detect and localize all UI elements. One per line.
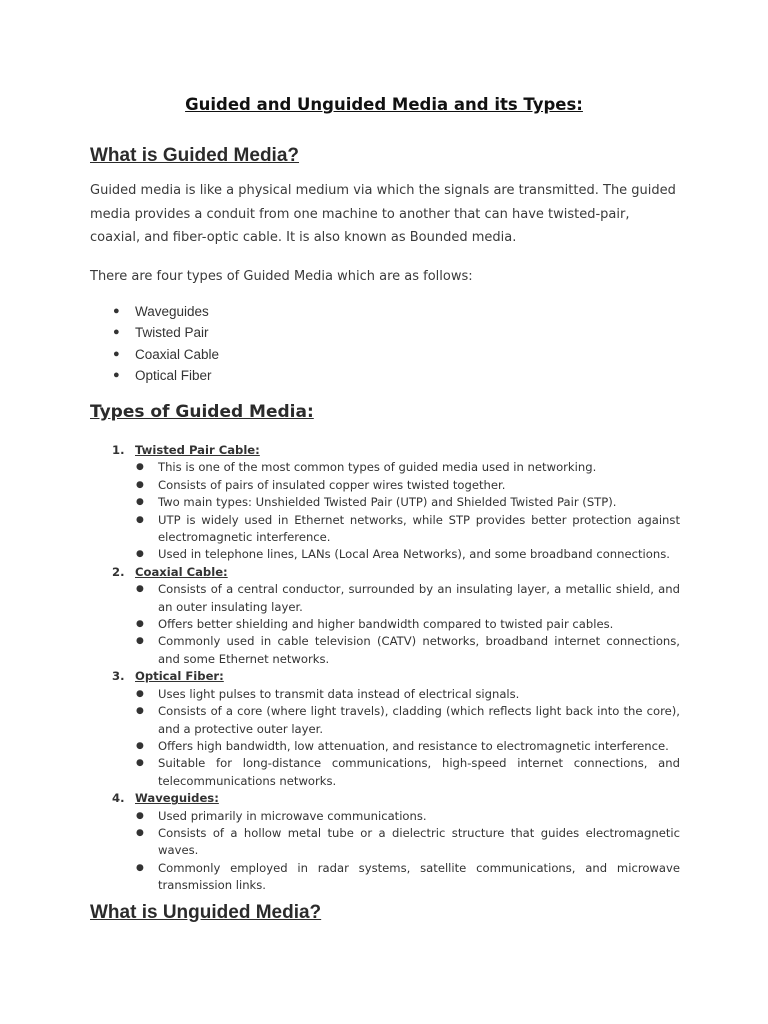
bullet-icon: ●	[136, 497, 144, 508]
bullet-icon: ●	[113, 347, 120, 360]
list-item	[90, 322, 219, 343]
guided-media-list	[90, 301, 219, 386]
list-item	[135, 616, 680, 633]
list-item	[90, 344, 219, 365]
type-number: 2.	[112, 564, 125, 579]
type-points	[135, 459, 680, 563]
type-number: 4.	[112, 791, 125, 806]
list-item	[135, 581, 680, 616]
bullet-icon: ●	[136, 862, 144, 873]
list-item-text: UTP is widely used in Ethernet networks, while STP provides better protection against electromagnetic interference.	[158, 512, 680, 545]
type-title: Coaxial Cable:	[135, 564, 228, 579]
list-item	[135, 512, 680, 547]
bullet-icon: ●	[136, 740, 144, 751]
heading-what-is-unguided-media: What is Unguided Media?	[90, 902, 322, 923]
type-number: 1.	[112, 443, 125, 457]
bullet-icon: ●	[136, 549, 144, 560]
bullet-icon: ●	[136, 619, 144, 630]
type-coaxial-cable	[90, 564, 680, 668]
bullet-icon: ●	[136, 706, 144, 717]
bullet-icon: ●	[113, 326, 120, 339]
list-item-text: Used primarily in microwave communications.	[158, 808, 427, 823]
list-item	[135, 755, 680, 790]
bullet-icon: ●	[136, 827, 144, 838]
list-item	[135, 703, 680, 738]
heading-what-is-guided-media: What is Guided Media?	[90, 145, 300, 166]
heading-types-of-guided-media: Types of Guided Media:	[90, 402, 314, 422]
list-item	[135, 825, 680, 860]
bullet-icon: ●	[136, 479, 144, 490]
bullet-icon: ●	[113, 305, 120, 317]
list-item	[135, 686, 680, 703]
list-item	[135, 860, 680, 895]
bullet-icon: ●	[113, 368, 120, 381]
bullet-icon: ●	[136, 514, 144, 525]
list-item-text: Consists of a hollow metal tube or a dielectric structure that guides electromagnetic waves.	[158, 825, 680, 858]
document-title: Guided and Unguided Media and its Types:	[185, 95, 583, 114]
guided-media-definition: Guided media is like a physical medium via which the signals are transmitted. The guided media provides a conduit from one machine to another that can have twisted-pair, coaxial, and fiber-optic cable. It is also known as Bounded media.	[90, 183, 676, 245]
list-item	[90, 365, 219, 386]
list-item-text: Two main types: Unshielded Twisted Pair (UTP) and Shielded Twisted Pair (STP).	[158, 495, 617, 510]
list-item	[135, 477, 680, 494]
list-item-label: Twisted Pair	[135, 325, 209, 341]
bullet-icon: ●	[136, 462, 144, 473]
list-item	[135, 738, 680, 755]
type-points	[135, 686, 680, 790]
list-item-text: This is one of the most common types of guided media used in networking.	[158, 460, 597, 475]
type-optical-fiber	[90, 668, 680, 790]
list-item	[135, 633, 680, 668]
list-item-label: Optical Fiber	[135, 367, 212, 383]
types-list	[90, 442, 680, 895]
type-twisted-pair	[90, 442, 680, 564]
type-title: Waveguides:	[135, 791, 219, 806]
list-item-text: Offers better shielding and higher bandwidth compared to twisted pair cables.	[158, 617, 614, 632]
list-item-label: Coaxial Cable	[135, 346, 220, 362]
type-points	[135, 808, 680, 895]
list-item	[90, 301, 219, 322]
list-item-text: Used in telephone lines, LANs (Local Area Networks), and some broadband connections.	[158, 547, 670, 562]
list-item-text: Consists of a central conductor, surrounded by an insulating layer, a metallic shield, and an outer insulating layer.	[158, 582, 680, 614]
bullet-icon: ●	[136, 636, 144, 647]
list-item-text: Consists of pairs of insulated copper wires twisted together.	[158, 477, 506, 492]
list-item-text: Consists of a core (where light travels), cladding (which reflects light back into the core), and a protective outer layer.	[158, 704, 680, 736]
list-item	[135, 808, 680, 825]
list-item	[135, 459, 680, 476]
type-title: Twisted Pair Cable:	[135, 443, 260, 457]
bullet-icon: ●	[136, 758, 144, 769]
list-item-text: Commonly employed in radar systems, satellite communications, and microwave transmission links.	[158, 860, 680, 893]
type-points	[135, 581, 680, 668]
type-number: 3.	[112, 669, 125, 684]
list-item-text: Suitable for long-distance communications, high-speed internet connections, and telecommunications networks.	[158, 756, 680, 788]
bullet-icon: ●	[136, 810, 144, 821]
list-item-text: Offers high bandwidth, low attenuation, and resistance to electromagnetic interference.	[158, 738, 669, 753]
list-item-label: Waveguides	[135, 304, 209, 319]
type-title: Optical Fiber:	[135, 669, 224, 684]
list-item	[135, 494, 680, 511]
bullet-icon: ●	[136, 584, 144, 595]
list-item	[135, 546, 680, 563]
list-item-text: Uses light pulses to transmit data instead of electrical signals.	[158, 686, 520, 701]
bullet-icon: ●	[136, 688, 144, 699]
list-item-text: Commonly used in cable television (CATV) networks, broadband internet connections, and some Ethernet networks.	[158, 634, 680, 666]
guided-media-intro: There are four types of Guided Media which are as follows:	[90, 269, 473, 284]
type-waveguides	[90, 790, 680, 894]
